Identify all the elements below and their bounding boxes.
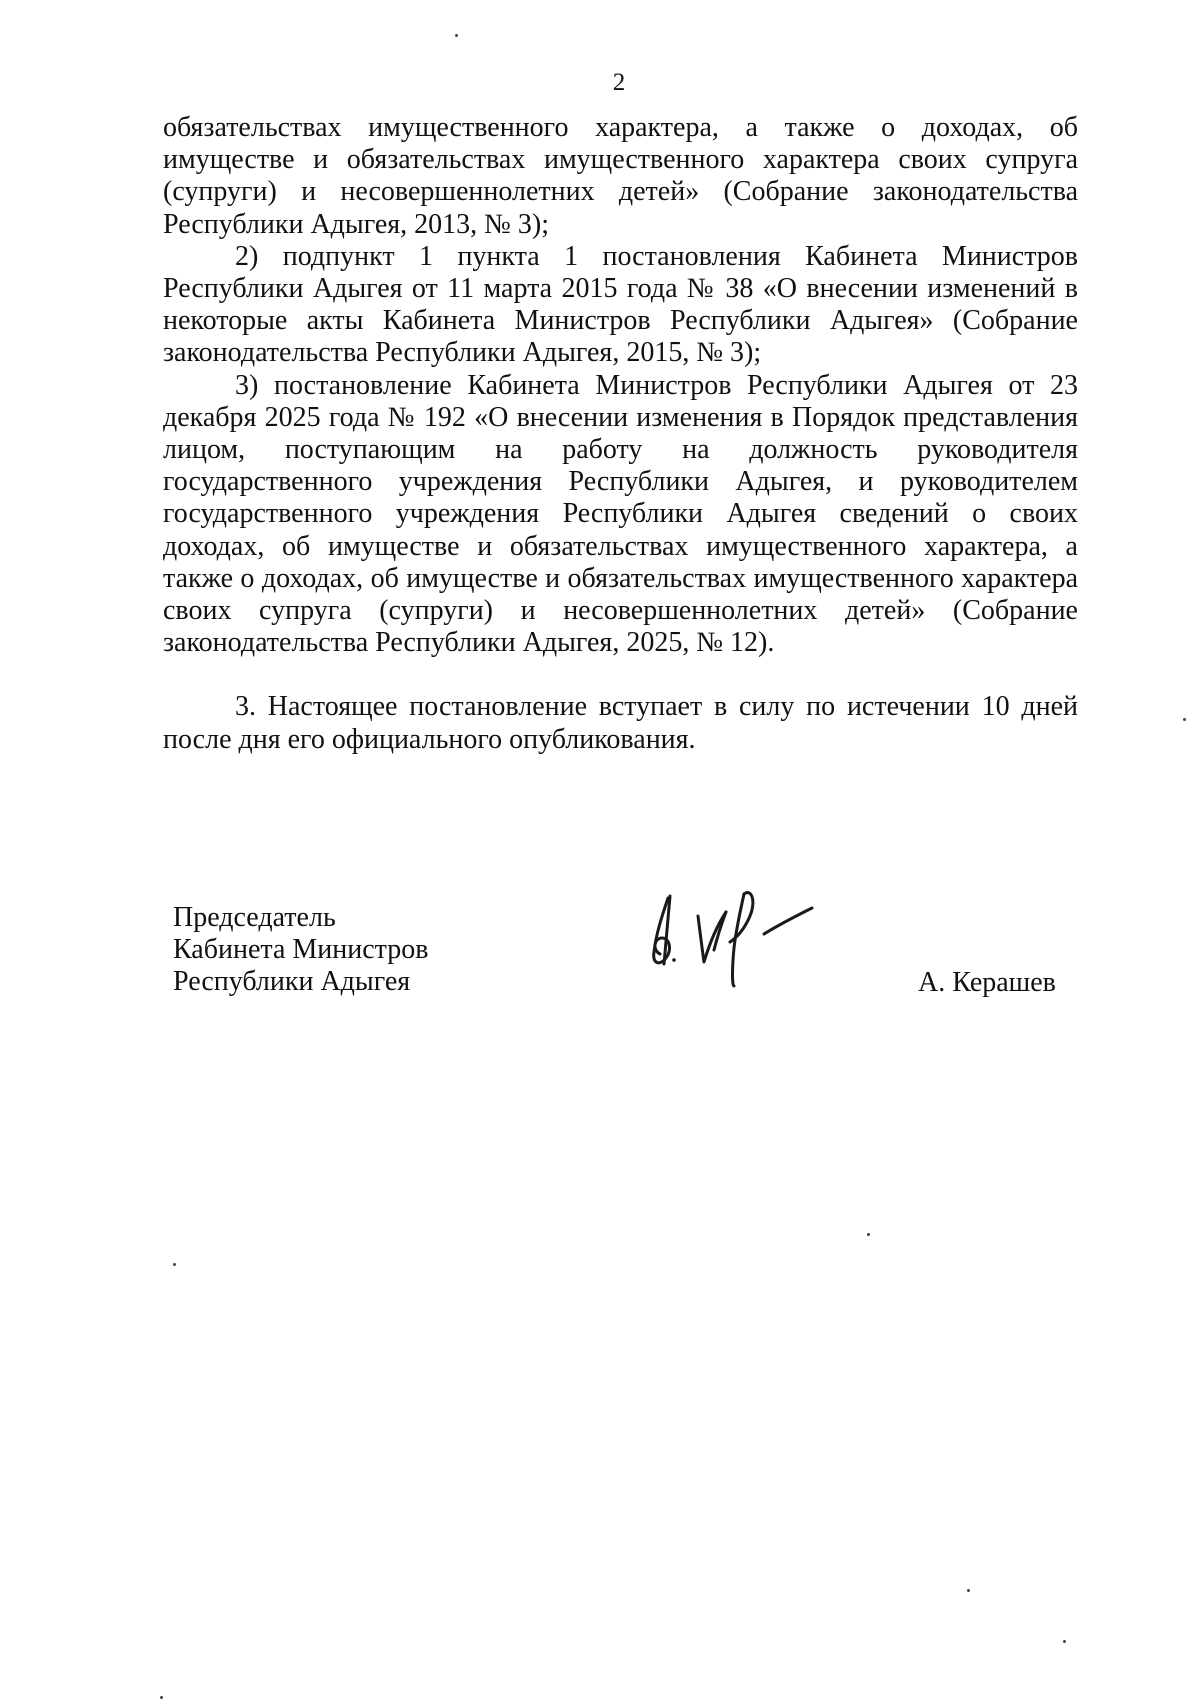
page-number: 2 <box>612 69 626 96</box>
paragraph-item-3: 3) постановление Кабинета Министров Республики Адыгея от 23 декабря 2025 года № 192 «О внесении изменения в Порядок представления лицом, поступающим на работу на должность руководителя государственного учреждения Республики Адыгея, и руководителем государственного учреждения Республики Адыгея сведений о своих доходах, об имуществе и обязательствах имущественного характера, а также о доходах, об имуществе и обязательствах имущественного характера своих супруга (супруги) и несовершеннолетних детей» (Собрание законодательства Республики Адыгея, 2025, № 12). <box>163 369 1078 659</box>
scan-speck <box>967 1589 970 1592</box>
scan-speck <box>173 1263 176 1266</box>
paragraph-clause-3: 3. Настоящее постановление вступает в силу по истечении 10 дней после дня его официального опубликования. <box>163 691 1078 755</box>
scan-speck <box>160 1696 163 1699</box>
paragraph-continuation: обязательствах имущественного характера, а также о доходах, об имуществе и обязательствах имущественного характера своих супруга (супруги) и несовершеннолетних детей» (Собрание законодательства Республики Адыгея, 2013, № 3); <box>163 112 1078 240</box>
scan-speck <box>455 34 458 37</box>
signatory-title-line: Председатель <box>173 902 336 933</box>
scan-speck <box>1063 1640 1066 1643</box>
signer-name: А. Керашев <box>918 967 1056 998</box>
paragraph-item-2: 2) подпункт 1 пункта 1 постановления Кабинета Министров Республики Адыгея от 11 марта 2015 года № 38 «О внесении изменений в некоторые акты Кабинета Министров Республики Адыгея» (Собрание законодательства Республики Адыгея, 2015, № 3); <box>163 240 1078 369</box>
handwritten-signature <box>640 868 830 988</box>
scan-speck <box>1183 718 1186 721</box>
signatory-title-line: Республики Адыгея <box>173 966 411 997</box>
signatory-title-line: Кабинета Министров <box>173 934 429 965</box>
signatory-title <box>173 902 428 998</box>
document-body <box>163 112 1078 756</box>
scan-speck <box>867 1233 870 1236</box>
